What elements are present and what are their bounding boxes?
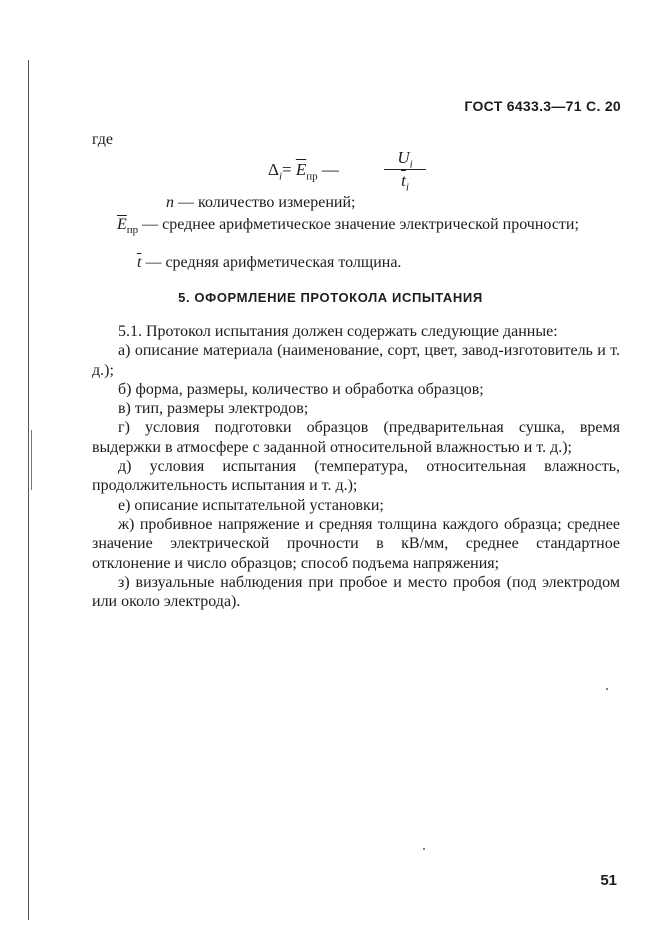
protocol-item-b: б) форма, размеры, количество и обработка образцов; xyxy=(118,380,484,398)
fraction-bar xyxy=(384,169,426,170)
formula-minus: — xyxy=(321,160,339,179)
formula-den-sub: i xyxy=(405,181,409,194)
document-header: ГОСТ 6433.3—71 С. 20 xyxy=(464,98,621,114)
protocol-body xyxy=(92,322,620,611)
definition-n-symbol: n xyxy=(166,194,174,211)
formula-den-symbol: $\overline{t}$ xyxy=(401,171,406,190)
definition-e xyxy=(117,215,622,240)
protocol-item-d: г) условия подготовки образцов (предварительная сушка, время выдержки в атмосфере с заданной относительной влажностью и т. д.); xyxy=(92,419,620,456)
formula-numerator xyxy=(384,148,426,171)
definition-e-text: — среднее арифметическое значение электрической прочности; xyxy=(138,216,579,233)
protocol-item-f: е) описание испытательной установки; xyxy=(118,496,384,514)
formula-equals: = xyxy=(282,160,292,179)
page-number: 51 xyxy=(600,872,617,889)
scan-speck xyxy=(423,848,425,850)
definition-n xyxy=(166,193,356,212)
protocol-item-c: в) тип, размеры электродов; xyxy=(118,400,309,418)
protocol-item-e: д) условия испытания (температура, относительная влажность, продолжительность испытания и т. д.); xyxy=(92,458,620,495)
formula-num-sub: i xyxy=(409,158,413,171)
formula-e-sub: пр xyxy=(306,170,318,183)
formula-e-mean: $\overline{E}$ xyxy=(295,160,307,179)
formula-lhs xyxy=(268,160,339,182)
formula-delta-sub: i xyxy=(278,170,282,183)
protocol-item-a: а) описание материала (наименование, сорт, цвет, завод-изготовитель и т. д.); xyxy=(92,342,620,379)
protocol-intro: 5.1. Протокол испытания должен содержать следующие данные: xyxy=(118,323,558,340)
definition-t-text: — средняя арифметическая толщина. xyxy=(141,254,402,271)
formula-denominator xyxy=(384,171,426,193)
definition-n-text: — количество измерений; xyxy=(174,194,356,211)
scan-speck xyxy=(606,688,608,690)
definition-t xyxy=(137,253,401,272)
formula-fraction xyxy=(384,148,426,193)
definition-t-symbol: $\overline{t}$ xyxy=(137,254,142,271)
formula-delta: Δ xyxy=(268,160,279,179)
where-label: где xyxy=(92,131,114,148)
definition-e-sub: пр xyxy=(126,224,139,237)
section-title: 5. ОФОРМЛЕНИЕ ПРОТОКОЛА ИСПЫТАНИЯ xyxy=(178,290,483,305)
protocol-item-g: ж) пробивное напряжение и средняя толщина каждого образца; среднее значение электрической прочности в кВ/мм, среднее стандартное отклонение и число образцов; способ подъема напряжения; xyxy=(92,515,620,572)
formula-num-symbol: U xyxy=(397,148,410,167)
protocol-item-h: з) визуальные наблюдения при пробое и место пробоя (под электродом или около электрода). xyxy=(92,573,620,611)
binding-edge-mark xyxy=(31,430,32,490)
binding-edge-line xyxy=(28,60,29,920)
definition-e-symbol: $\overline{E}$ xyxy=(117,216,127,233)
